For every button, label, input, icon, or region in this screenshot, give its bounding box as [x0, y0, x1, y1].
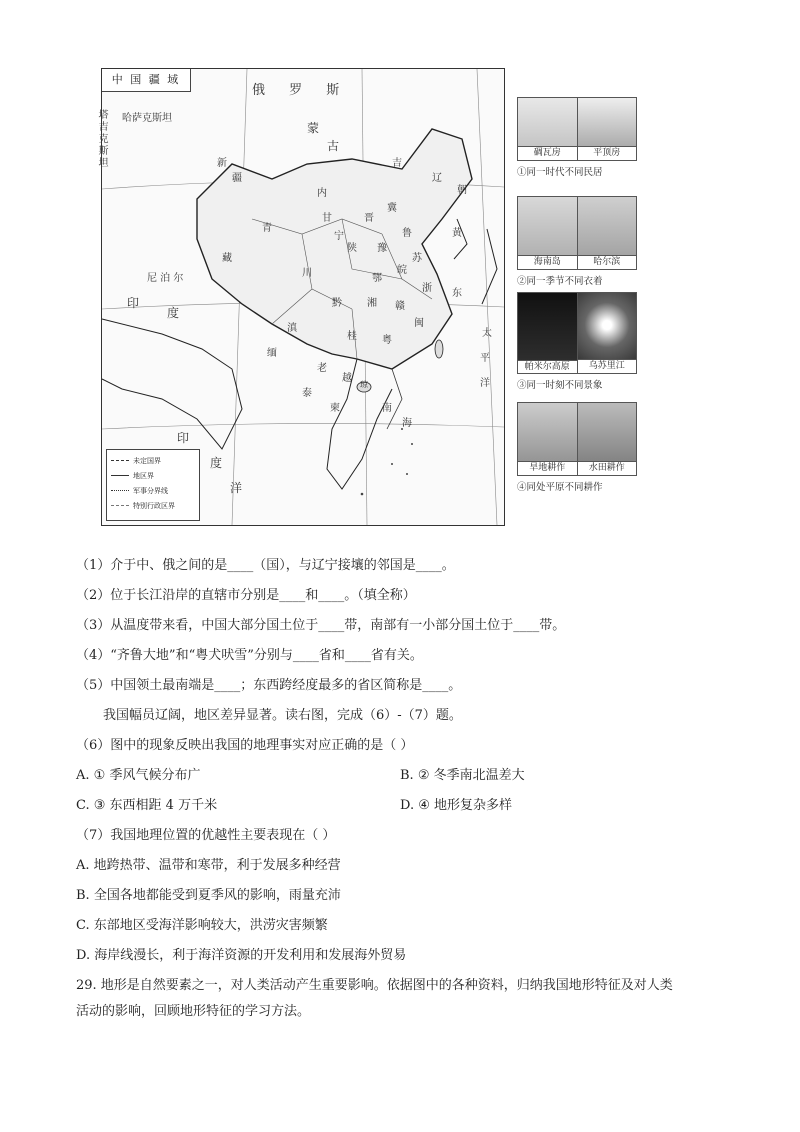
label-lu: 鲁	[402, 228, 412, 239]
label-indian-ocean-3: 洋	[230, 481, 243, 495]
label-wan: 皖	[397, 265, 407, 276]
label-yue: 粤	[382, 335, 392, 346]
q7-option-d: D. 海岸线漫长，利于海洋资源的开发利用和发展海外贸易	[76, 948, 407, 963]
label-liaoning: 辽	[432, 173, 442, 184]
question-4: （4）“齐鲁大地”和“粤犬吠雪”分别与____省和____省有关。	[76, 648, 423, 663]
question-29-line-1: 29. 地形是自然要素之一，对人类活动产生重要影响。依据图中的各种资料，归纳我国地形特征及对人类	[76, 978, 673, 993]
label-gansu: 甘	[322, 213, 332, 224]
label-jin: 晋	[364, 213, 374, 224]
label-guizhou: 黔	[332, 298, 342, 309]
label-vietnam: 越	[342, 373, 352, 384]
label-pacific-2: 平	[480, 353, 490, 364]
label-sichuan: 川	[302, 268, 312, 279]
label-yellow-sea: 黄	[452, 228, 462, 239]
label-mongolia-1: 蒙	[307, 121, 320, 135]
label-thailand: 泰	[302, 388, 312, 399]
label-east-sea: 东	[452, 288, 462, 299]
label-sea: 海	[402, 418, 412, 429]
label-tajikistan: 塔吉克斯坦	[96, 109, 107, 169]
photo-wusuli: 乌苏里江	[578, 293, 637, 373]
photo-tower-house: 碉瓦房	[518, 98, 578, 160]
photo-harbin: 哈尔滨	[578, 197, 637, 269]
label-ji: 冀	[387, 203, 397, 214]
q7-option-a: A. 地跨热带、温带和寒带，利于发展多种经营	[76, 858, 341, 873]
photo-caption: ②同一季节不同衣着	[517, 276, 603, 287]
photo-group-farming	[517, 402, 637, 493]
label-nepal: 尼 泊 尔	[147, 273, 184, 284]
q6-option-c: C. ③ 东西相距 4 万千米	[76, 798, 218, 813]
q7-option-c: C. 东部地区受海洋影响较大，洪涝灾害频繁	[76, 918, 328, 933]
label-south-sea: 南	[382, 403, 392, 414]
label-shan: 陕	[347, 243, 357, 254]
question-5: （5）中国领土最南端是____；东西跨经度最多的省区简称是____。	[76, 678, 462, 693]
photo-paddy-farming: 水田耕作	[578, 403, 637, 475]
label-gan: 赣	[395, 301, 405, 312]
photo-caption: ③同一时刻不同景象	[517, 380, 603, 391]
label-cambodia: 柬	[330, 403, 340, 414]
q6-option-b: B. ② 冬季南北温差大	[400, 768, 525, 783]
photo-dry-farming: 旱地耕作	[518, 403, 578, 475]
map-title: 中 国 疆 域	[102, 69, 191, 92]
legend-item: 地区界	[111, 468, 195, 483]
label-kazakhstan: 哈萨克斯坦	[122, 113, 172, 124]
question-2: （2）位于长江沿岸的直辖市分别是____和____。（填全称）	[76, 588, 416, 603]
label-gui: 桂	[347, 331, 357, 342]
photo-group-clothing	[517, 196, 637, 287]
label-korea: 朝	[457, 185, 467, 196]
label-qiong: 琼	[360, 380, 368, 389]
label-mongolia-2: 古	[327, 139, 340, 153]
photo-caption: ④同处平原不同耕作	[517, 482, 603, 493]
label-jilin: 吉	[392, 158, 402, 169]
photo-hainan: 海南岛	[518, 197, 578, 269]
photo-flat-roof-house: 平顶房	[578, 98, 637, 160]
label-inner: 内	[317, 188, 327, 199]
photo-group-time	[517, 292, 637, 391]
photo-caption: ①同一时代不同民居	[517, 167, 603, 178]
question-1: （1）介于中、俄之间的是____（国），与辽宁接壤的邻国是____。	[76, 558, 455, 573]
label-indian-ocean-1: 印	[177, 431, 190, 445]
label-russia: 俄 罗 斯	[252, 83, 350, 98]
photo-pamir: 帕米尔高原	[518, 293, 578, 373]
label-burma: 缅	[267, 348, 277, 359]
label-min: 闽	[414, 318, 424, 329]
label-xiang: 湘	[367, 298, 377, 309]
label-xinjiang-2: 疆	[232, 173, 242, 184]
question-7: （7）我国地理位置的优越性主要表现在（ ）	[76, 828, 336, 843]
label-laos: 老	[317, 363, 327, 374]
label-su: 苏	[412, 253, 422, 264]
label-e: 鄂	[372, 273, 382, 284]
label-xizang: 藏	[222, 253, 232, 264]
label-yunnan: 滇	[287, 323, 297, 334]
question-29-line-2: 活动的影响，回顾地形特征的学习方法。	[76, 1004, 311, 1019]
q6-option-d: D. ④ 地形复杂多样	[400, 798, 513, 813]
intro-text: 我国幅员辽阔，地区差异显著。读右图，完成（6）-（7）题。	[103, 708, 462, 723]
label-indian-ocean-2: 度	[210, 456, 223, 470]
question-3: （3）从温度带来看，中国大部分国土位于____带，南部有一小部分国土位于____带。	[76, 618, 566, 633]
china-territory-map	[96, 68, 505, 526]
label-zhe: 浙	[422, 283, 432, 294]
legend-item: 特别行政区界	[111, 498, 195, 513]
label-yu: 豫	[377, 243, 387, 254]
q6-option-a: A. ① 季风气候分布广	[76, 768, 201, 783]
label-ning: 宁	[334, 231, 344, 242]
map-legend	[106, 449, 200, 521]
label-qinghai: 青	[262, 223, 272, 234]
label-india: 印	[127, 296, 140, 310]
legend-item: 未定国界	[111, 453, 195, 468]
label-xinjiang-1: 新	[217, 158, 227, 169]
legend-item: 军事分界线	[111, 483, 195, 498]
label-india-2: 度	[167, 306, 180, 320]
photo-group-houses	[517, 97, 637, 178]
question-6: （6）图中的现象反映出我国的地理事实对应正确的是（ ）	[76, 738, 414, 753]
label-pacific-3: 洋	[480, 378, 490, 389]
q7-option-b: B. 全国各地都能受到夏季风的影响，雨量充沛	[76, 888, 341, 903]
label-pacific-1: 太	[482, 328, 492, 339]
